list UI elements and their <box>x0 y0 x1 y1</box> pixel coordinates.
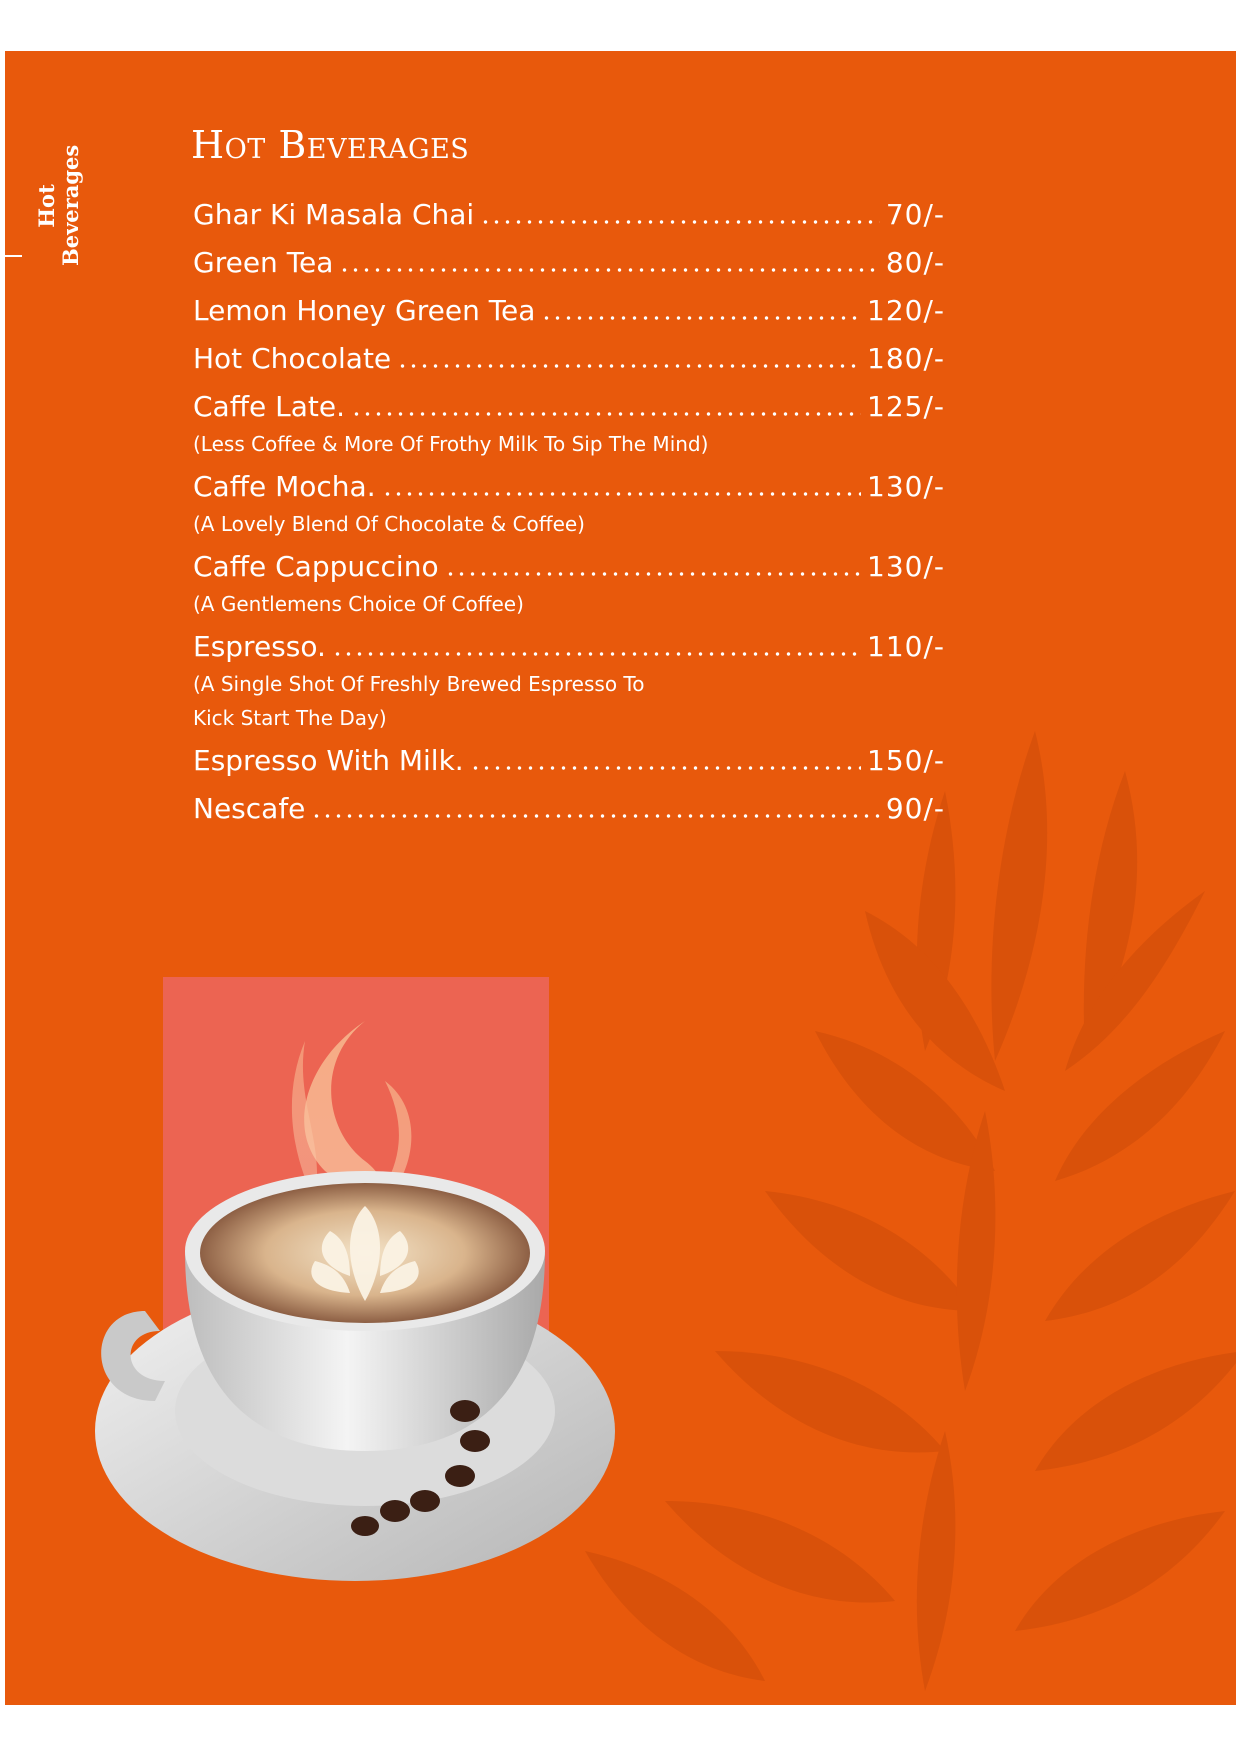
coffee-cup-icon <box>65 981 665 1701</box>
dot-leader <box>351 412 861 416</box>
item-price: 130/- <box>867 550 945 583</box>
side-tab-line2: Beverages <box>58 144 83 266</box>
item-name: Hot Chocolate <box>193 342 392 375</box>
menu-item <box>193 383 945 431</box>
dot-leader <box>541 316 861 320</box>
menu-item <box>193 623 945 671</box>
item-description: (A Gentlemens Choice Of Coffee) <box>193 592 524 616</box>
dot-leader <box>480 220 880 224</box>
item-name: Caffe Late. <box>193 390 345 423</box>
item-name: Lemon Honey Green Tea <box>193 294 536 327</box>
dot-leader <box>382 492 861 496</box>
bamboo-leaves-decoration <box>565 731 1236 1705</box>
item-name: Caffe Cappuccino <box>193 550 439 583</box>
menu-item <box>193 543 945 591</box>
menu-list <box>193 191 945 833</box>
menu-item <box>193 239 945 287</box>
item-name: Nescafe <box>193 792 306 825</box>
menu-item <box>193 737 945 785</box>
menu-item <box>193 191 945 239</box>
item-price: 110/- <box>867 630 945 663</box>
item-price: 125/- <box>867 390 945 423</box>
item-price: 180/- <box>867 342 945 375</box>
side-tab-line1: Hot <box>34 184 59 228</box>
item-description: (A Single Shot Of Freshly Brewed Espresso To Kick Start The Day) <box>193 672 645 730</box>
side-tab-rule <box>5 255 22 257</box>
item-price: 130/- <box>867 470 945 503</box>
item-name: Ghar Ki Masala Chai <box>193 198 475 231</box>
dot-leader <box>397 364 861 368</box>
dot-leader <box>445 572 861 576</box>
item-name: Espresso With Milk. <box>193 744 464 777</box>
dot-leader <box>339 268 879 272</box>
menu-item <box>193 287 945 335</box>
item-price: 70/- <box>885 198 945 231</box>
side-tab <box>35 146 95 266</box>
menu-item <box>193 335 945 383</box>
item-price: 150/- <box>867 744 945 777</box>
menu-item <box>193 785 945 833</box>
dot-leader <box>470 766 861 770</box>
item-price: 80/- <box>885 246 945 279</box>
item-name: Green Tea <box>193 246 334 279</box>
item-price: 120/- <box>867 294 945 327</box>
item-name: Caffe Mocha. <box>193 470 376 503</box>
dot-leader <box>332 652 861 656</box>
page-title: Hot Beverages <box>191 123 470 167</box>
menu-page <box>5 51 1236 1705</box>
item-description: (A Lovely Blend Of Chocolate & Coffee) <box>193 512 585 536</box>
item-description: (Less Coffee & More Of Frothy Milk To Sip The Mind) <box>193 432 709 456</box>
menu-item <box>193 463 945 511</box>
dot-leader <box>311 814 879 818</box>
item-name: Espresso. <box>193 630 326 663</box>
item-price: 90/- <box>885 792 945 825</box>
